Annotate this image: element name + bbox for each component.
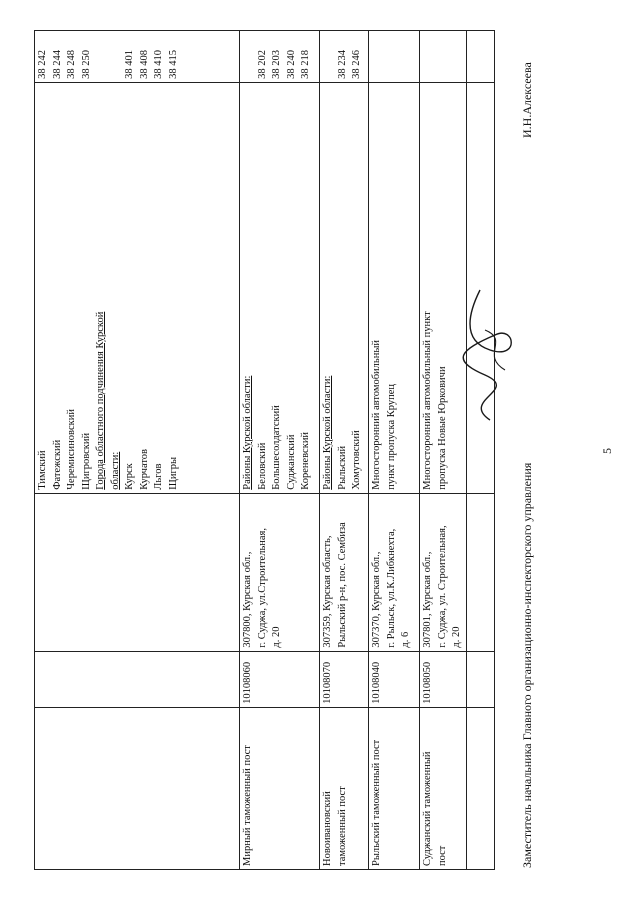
served-areas-cell xyxy=(240,82,320,493)
okato-codes-cell xyxy=(369,31,420,83)
signature xyxy=(450,280,530,430)
cell-line: Хомутовский xyxy=(351,430,362,490)
cell-line: 38 242 xyxy=(37,50,48,79)
cell-line: Многосторонний автомобильный пункт xyxy=(422,311,433,490)
cell-line: 38 408 xyxy=(138,50,150,79)
post-name-cell xyxy=(320,707,369,869)
post-code-cell xyxy=(320,651,369,707)
okato-codes-cell xyxy=(420,31,467,83)
cell-line: 10108040 xyxy=(371,661,382,704)
cell-line: 307359, Курская область, xyxy=(322,535,333,648)
post-address-cell xyxy=(320,493,369,651)
cell-line: Кореневский xyxy=(300,431,311,490)
cell-line: 38 203 xyxy=(271,50,282,79)
post-name-cell xyxy=(35,707,240,869)
table-row xyxy=(35,31,240,870)
cell-line: г. Суджа, ул. Строительная, xyxy=(436,525,448,648)
served-areas-cell xyxy=(35,82,240,493)
cell-line: области: xyxy=(109,451,121,490)
page-number: 5 xyxy=(600,448,614,454)
cell-line: таможенный пост xyxy=(336,786,348,866)
cell-line: Рыльский таможенный пост xyxy=(371,739,382,866)
cell-line: г. Суджа, ул.Строительная, xyxy=(256,528,268,648)
table-row xyxy=(320,31,369,870)
cell-line: д. 6 xyxy=(400,631,411,648)
cell-line: Льгов xyxy=(153,463,164,490)
cell-line: 38 410 xyxy=(153,50,164,79)
cell-line: 38 218 xyxy=(300,50,311,79)
cell-line: д. 20 xyxy=(271,626,282,648)
cell-line: 10108050 xyxy=(422,661,433,704)
cell-line: пункт пропуска Крупец xyxy=(385,383,397,490)
okato-codes-cell xyxy=(35,31,240,83)
cell-line: 38 250 xyxy=(80,50,92,79)
table-row xyxy=(369,31,420,870)
okato-codes-cell xyxy=(467,31,495,83)
cell-line: 38 240 xyxy=(285,50,297,79)
table-row xyxy=(240,31,320,870)
okato-codes-cell xyxy=(320,31,369,83)
cell-line: Многосторонний автомобильный xyxy=(371,340,382,490)
post-address-cell xyxy=(467,493,495,651)
cell-line: Тимский xyxy=(37,450,48,490)
cell-line: 307370, Курская обл., xyxy=(371,551,382,648)
post-name-cell xyxy=(369,707,420,869)
cell-line: Большесолдатский xyxy=(271,405,282,490)
cell-line: 38 202 xyxy=(256,50,268,79)
post-name-cell xyxy=(420,707,467,869)
cell-line: 307800, Курская обл., xyxy=(242,551,253,648)
cell-line: Районы Курской области: xyxy=(322,375,333,490)
cell-line: Курск xyxy=(124,463,135,490)
cell-line: Суджанский таможенный xyxy=(422,751,433,866)
cell-line: Мирный таможенный пост xyxy=(242,745,253,866)
post-address-cell xyxy=(240,493,320,651)
post-code-cell xyxy=(420,651,467,707)
cell-line: Щигры xyxy=(167,456,179,490)
served-areas-cell xyxy=(320,82,369,493)
cell-line: Новоивановский xyxy=(322,791,333,866)
post-code-cell xyxy=(369,651,420,707)
okato-codes-cell xyxy=(240,31,320,83)
table-row xyxy=(420,31,467,870)
cell-line: Суджанский xyxy=(285,434,297,490)
cell-line: 38 415 xyxy=(167,50,179,79)
cell-line: 10108070 xyxy=(322,661,333,704)
cell-line: пропуска Новые Юрковичи xyxy=(436,366,448,490)
signer-title: Заместитель начальника Главного организационно-инспекторского управления xyxy=(520,462,534,868)
post-address-cell xyxy=(35,493,240,651)
cell-line: д. 20 xyxy=(451,626,462,648)
cell-line: Беловский xyxy=(256,442,268,490)
cell-line: Щигровский xyxy=(80,432,92,490)
post-address-cell xyxy=(420,493,467,651)
post-name-cell xyxy=(240,707,320,869)
cell-line: 307801, Курская обл., xyxy=(422,551,433,648)
signer-name: И.Н.Алексеева xyxy=(520,62,534,138)
cell-line: Курчатов xyxy=(138,448,150,490)
cell-line: 38 234 xyxy=(336,50,348,79)
cell-line: г. Рыльск, ул.К.Либкнехта, xyxy=(385,528,397,648)
cell-line: Районы Курской области: xyxy=(242,375,253,490)
cell-line: Рыльский р-н, пос. Сембиза xyxy=(336,522,348,648)
cell-line: 38 244 xyxy=(51,50,63,79)
post-address-cell xyxy=(369,493,420,651)
served-areas-cell xyxy=(369,82,420,493)
cell-line: Черемисиновский xyxy=(66,409,77,490)
table-row xyxy=(467,31,495,870)
customs-posts-table xyxy=(34,30,495,870)
cell-line: Города областного подчинения Курской xyxy=(95,311,106,490)
cell-line: Фатежский xyxy=(51,439,63,490)
post-code-cell xyxy=(35,651,240,707)
cell-line: 10108060 xyxy=(242,661,253,704)
cell-line: пост xyxy=(436,845,448,866)
post-code-cell xyxy=(467,651,495,707)
post-code-cell xyxy=(240,651,320,707)
cell-line: 38 246 xyxy=(351,50,362,79)
cell-line: 38 248 xyxy=(66,50,77,79)
post-name-cell xyxy=(467,707,495,869)
cell-line: Рыльский xyxy=(336,445,348,490)
cell-line: 38 401 xyxy=(124,50,135,79)
